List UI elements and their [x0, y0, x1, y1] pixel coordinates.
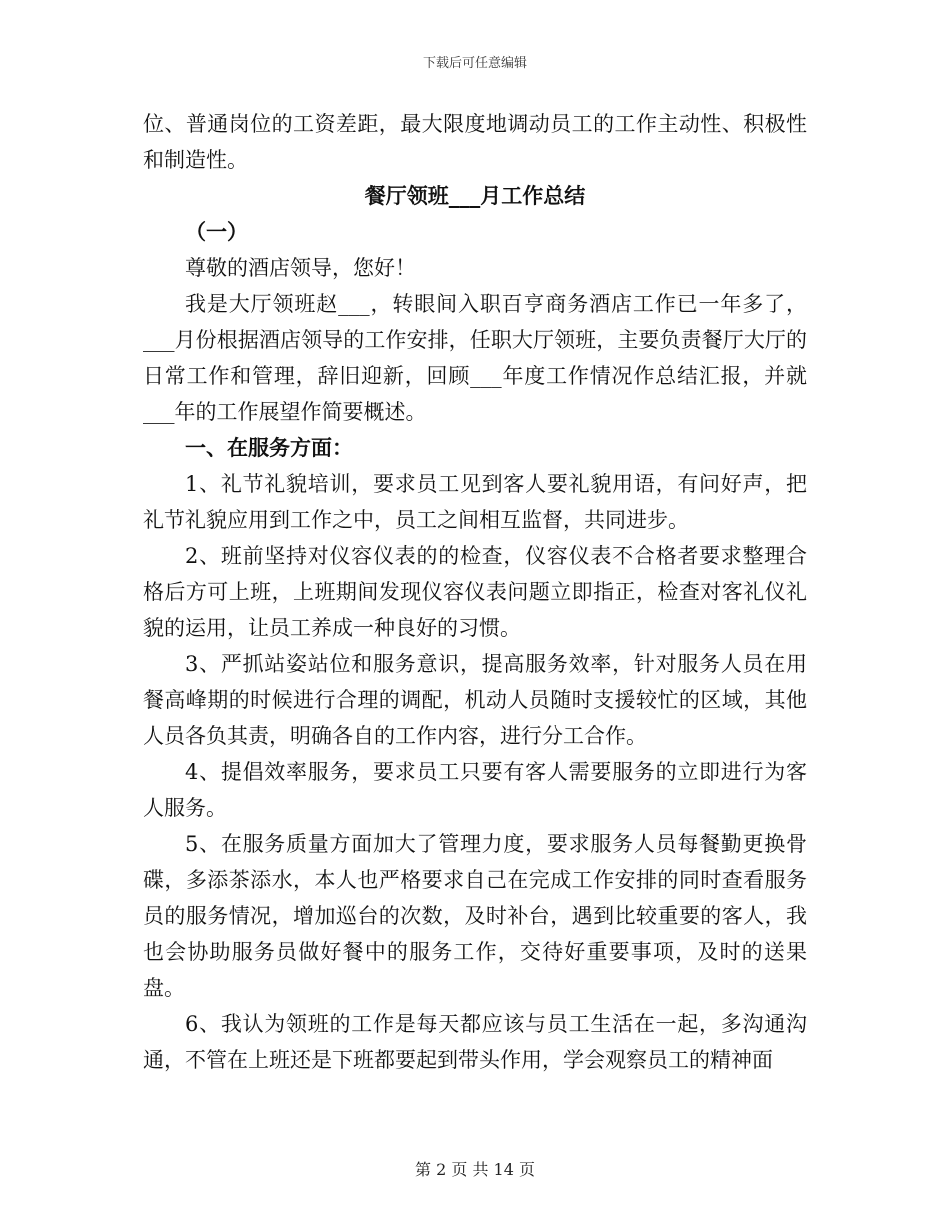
- intro-paragraph: 我是大厅领班赵___，转眼间入职百亨商务酒店工作已一年多了，___月份根据酒店领导的工作安排，任职大厅领班，主要负责餐厅大厅的日常工作和管理，辞旧迎新，回顾___年度工作情况作总结汇报，并就___年的工作展望作简要概述。: [143, 292, 807, 424]
- greeting: 尊敬的酒店领导，您好！: [185, 256, 416, 280]
- page-header-note: 下载后可任意编辑: [422, 56, 527, 71]
- list-item: 3、严抓站姿站位和服务意识，提高服务效率，针对服务人员在用餐高峰期的时候进行合理的调配，机动人员随时支援较忙的区域，其他人员各负其责，明确各自的工作内容，进行分工合作。: [143, 652, 807, 748]
- list-item: 1、礼节礼貌培训，要求员工见到客人要礼貌用语，有问好声，把礼节礼貌应用到工作之中，员工之间相互监督，共同进步。: [143, 472, 807, 532]
- list-item: 6、我认为领班的工作是每天都应该与员工生活在一起，多沟通沟通，不管在上班还是下班都要起到带头作用，学会观察员工的精神面: [143, 1012, 807, 1072]
- page-number: 第 2 页 共 14 页: [415, 1160, 535, 1179]
- section-subtitle: （一）: [185, 219, 248, 244]
- document-title: 餐厅领班___月工作总结: [364, 183, 586, 208]
- document-body: [143, 106, 807, 1078]
- continued-paragraph: 位、普通岗位的工资差距，最大限度地调动员工的工作主动性、积极性和制造性。: [143, 112, 807, 172]
- list-item: 4、提倡效率服务，要求员工只要有客人需要服务的立即进行为客人服务。: [143, 760, 807, 820]
- list-item: 2、班前坚持对仪容仪表的的检查，仪容仪表不合格者要求整理合格后方可上班，上班期间发现仪容仪表问题立即指正，检查对客礼仪礼貌的运用，让员工养成一种良好的习惯。: [143, 544, 807, 640]
- list-item: 5、在服务质量方面加大了管理力度，要求服务人员每餐勤更换骨碟，多添茶添水，本人也严格要求自己在完成工作安排的同时查看服务员的服务情况，增加巡台的次数，及时补台，遇到比较重要的客人，我也会协助服务员做好餐中的服务工作，交待好重要事项，及时的送果盘。: [143, 832, 807, 1000]
- section-heading-service: 一、在服务方面：: [185, 435, 353, 460]
